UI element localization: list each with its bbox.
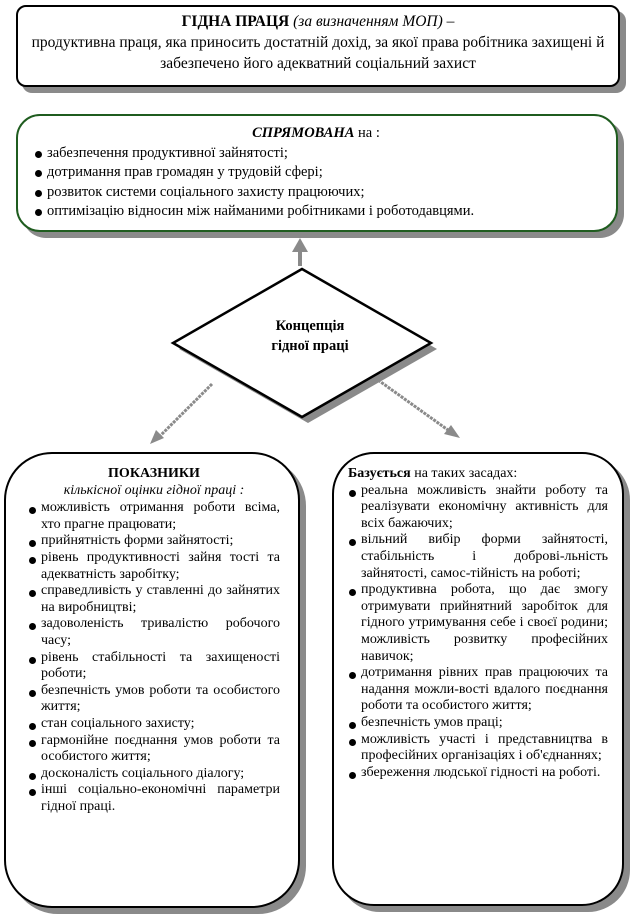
indicator-item: справедливість у ставленні до зайнятих на виробництві; [28,583,280,616]
indicator-item: можливість отримання роботи всіма, хто прагне працювати; [28,500,280,533]
definition-title: ГІДНА ПРАЦЯ [181,13,290,30]
indicators-list [28,500,280,815]
indicator-item: стан соціального захисту; [28,716,280,733]
indicator-item: рівень стабільності та захищеності роботи; [28,650,280,683]
concept-label [230,316,390,356]
definition-box [16,5,620,87]
directed-heading [34,124,598,144]
principles-heading-rest: на таких засадах: [414,466,518,481]
directed-item: забезпечення продуктивної зайнятості; [34,144,598,164]
indicator-item: інші соціально-економічні параметри гідної праці. [28,782,280,815]
indicator-item: рівень продуктивності зайня тості та адекватність заробітку; [28,550,280,583]
directed-item: розвиток системи соціального захисту працюючих; [34,183,598,203]
principles-heading-bold: Базується [348,466,411,481]
directed-item: оптимізацію відносин між найманими робітниками і роботодавцями. [34,202,598,222]
principle-item: дотримання рівних прав працюючих та надання можли-вості вдалого поєднання роботи та особистого життя; [348,665,608,715]
concept-line2: гідної праці [271,338,349,354]
arrow-right [378,380,448,430]
indicators-heading: ПОКАЗНИКИ [108,466,200,481]
principles-heading [348,466,608,483]
principle-item: вільний вибір форми зайнятості, стабільність і доброві-льність зайнятості, самос-тійність на роботі; [348,532,608,582]
principles-box [332,452,624,906]
indicator-item: гармонійне поєднання умов роботи та особистого життя; [28,733,280,766]
definition-text: продуктивна праця, яка приносить достатній дохід, за якої права робітника захищені й забезпечено його адекватний соціальний захист [31,34,605,72]
concept-line1: Концепція [275,318,345,334]
indicators-subheading: кількісної оцінки гідної праці : [63,482,245,498]
indicator-item: задоволеність тривалістю робочого часу; [28,616,280,649]
directed-box [16,114,618,232]
principle-item: продуктивна робота, що дає змогу отримувати прийнятний заробіток для гідного утримування себе і своєї родини; можливість розвитку професійних навичок; [348,582,608,665]
arrow-right-head [444,425,460,438]
principle-item: збереження людської гідності на роботі. [348,765,608,782]
definition-title-note: (за визначенням МОП) [293,13,443,30]
principle-item: реальна можливість знайти роботу та реалізувати економічну активність для всіх бажаючих; [348,483,608,533]
indicator-item: прийнятність форми зайнятості; [28,533,280,550]
directed-list [34,144,598,222]
principle-item: безпечність умов праці; [348,715,608,732]
definition-dash: – [446,13,455,30]
principles-list [348,483,608,782]
directed-heading-rest: на : [358,125,380,141]
principle-item: можливість участі і представництва в професійних організаціях і об'єднаннях; [348,732,608,765]
arrow-up-head [292,238,308,252]
indicators-box [4,452,300,908]
indicator-item: безпечність умов роботи та особистого життя; [28,683,280,716]
definition-heading [28,11,608,32]
directed-item: дотримання прав громадян у трудовій сфері; [34,163,598,183]
indicator-item: досконалість соціального діалогу; [28,766,280,783]
arrow-left [160,384,212,436]
directed-heading-italic: СПРЯМОВАНА [252,125,355,141]
